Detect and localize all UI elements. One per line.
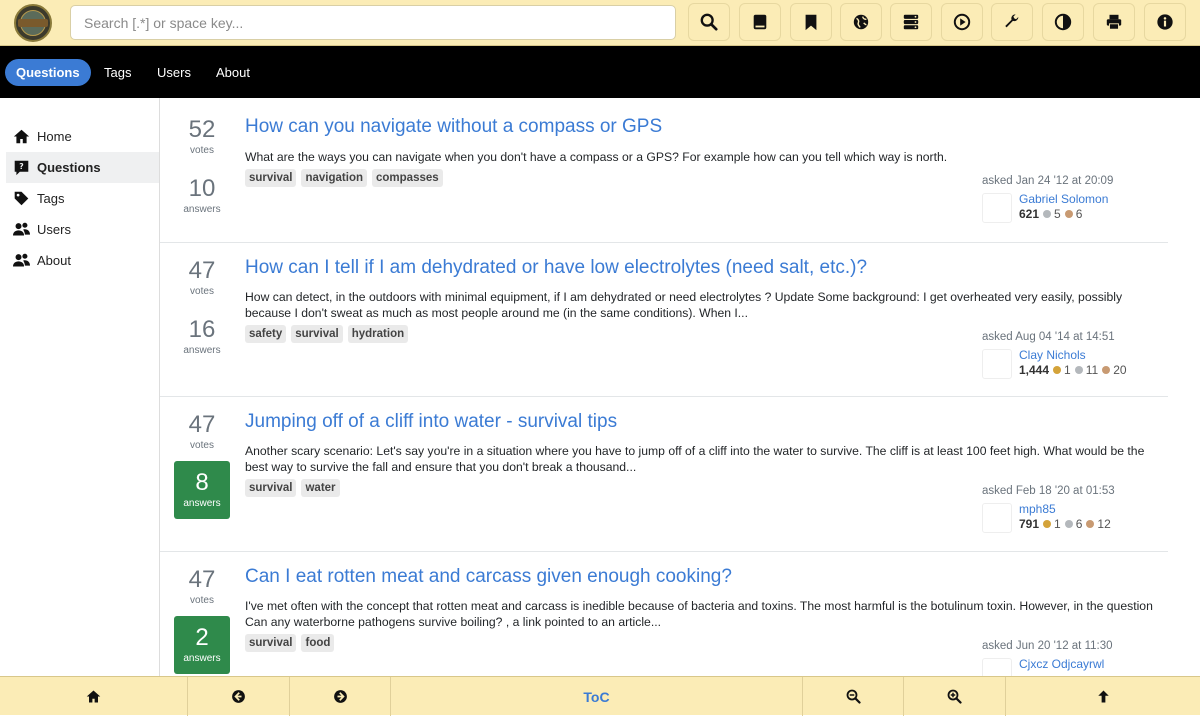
sidebar-item-users[interactable] <box>6 214 159 245</box>
answer-label: answers <box>183 204 221 215</box>
sidebar-item-label: Tags <box>37 191 65 206</box>
asked-timestamp: asked Jan 24 '12 at 20:09 <box>982 175 1114 187</box>
gold-badge-icon <box>1053 366 1061 374</box>
bronze-badge-count: 12 <box>1097 517 1111 531</box>
tag-icon <box>13 190 30 207</box>
library-manager-button[interactable] <box>890 3 932 41</box>
sidebar-item-label: Home <box>37 129 72 144</box>
bronze-badge-count: 6 <box>1075 207 1083 221</box>
wrench-icon <box>1003 13 1021 31</box>
back-icon <box>231 689 246 704</box>
answer-number: 16 <box>188 316 216 343</box>
tag-list <box>245 479 340 497</box>
user-reputation <box>1019 517 1111 531</box>
users-icon <box>13 252 30 269</box>
question-title-link[interactable]: Jumping off of a cliff into water - survival tips <box>245 411 618 432</box>
tag-link[interactable]: survival <box>245 169 296 187</box>
search-input[interactable] <box>70 5 676 40</box>
tag-link[interactable]: survival <box>245 479 296 497</box>
question-title-link[interactable]: Can I eat rotten meat and carcass given enough cooking? <box>245 566 732 587</box>
vote-label: votes <box>190 595 214 606</box>
library-button[interactable] <box>739 3 781 41</box>
tag-link[interactable]: water <box>301 479 339 497</box>
zoom-out-button[interactable] <box>802 677 904 716</box>
back-button[interactable] <box>188 677 290 716</box>
silver-badge-icon <box>1065 520 1073 528</box>
vote-count <box>174 411 230 452</box>
tag-list <box>245 169 443 187</box>
tab-tags[interactable]: Tags <box>104 65 132 80</box>
answer-number: 10 <box>188 175 216 202</box>
question-summary <box>160 397 1168 552</box>
silver-badge-count: 5 <box>1054 207 1061 221</box>
question-owner <box>982 640 1162 676</box>
answer-label: answers <box>183 653 221 664</box>
tag-link[interactable]: compasses <box>372 169 443 187</box>
silver-badge-count: 11 <box>1085 363 1099 377</box>
silver-badge-icon <box>1075 366 1083 374</box>
zoom-out-icon <box>846 689 861 704</box>
sidebar-item-label: About <box>37 253 71 268</box>
contrast-icon <box>1054 13 1072 31</box>
home-icon <box>86 689 101 704</box>
vote-count <box>174 116 230 157</box>
vote-count <box>174 566 230 607</box>
tag-link[interactable]: survival <box>245 634 296 652</box>
book-icon <box>751 13 769 31</box>
language-button[interactable] <box>840 3 882 41</box>
users-icon <box>13 221 30 238</box>
print-button[interactable] <box>1093 3 1135 41</box>
bronze-badge-icon <box>1065 210 1073 218</box>
server-icon <box>902 13 920 31</box>
scroll-top-button[interactable] <box>1006 677 1200 716</box>
dark-mode-button[interactable] <box>1042 3 1084 41</box>
asked-timestamp: asked Feb 18 '20 at 01:53 <box>982 485 1115 497</box>
info-button[interactable] <box>1144 3 1186 41</box>
bronze-badge-count: 20 <box>1113 363 1127 377</box>
play-icon <box>953 13 971 31</box>
search-button[interactable] <box>688 3 730 41</box>
asked-timestamp: asked Aug 04 '14 at 14:51 <box>982 331 1115 343</box>
tag-link[interactable]: food <box>301 634 334 652</box>
avatar[interactable] <box>982 658 1012 676</box>
answer-number: 2 <box>195 624 209 651</box>
vote-number: 52 <box>188 116 216 143</box>
random-article-button[interactable] <box>941 3 983 41</box>
reputation-score: 621 <box>1019 207 1040 221</box>
settings-button[interactable] <box>991 3 1033 41</box>
silver-badge-icon <box>1043 210 1051 218</box>
sidebar-item-home[interactable] <box>6 121 159 152</box>
tab-questions[interactable]: Questions <box>5 59 91 86</box>
tag-list <box>245 325 408 343</box>
info-icon <box>1156 13 1174 31</box>
vote-label: votes <box>190 145 214 156</box>
zoom-in-button[interactable] <box>904 677 1006 716</box>
print-icon <box>1105 13 1123 31</box>
question-excerpt: Another scary scenario: Let's say you're in a situation where you have to jump off of a cliff into the water to survive. The cliff is at least 100 feet high. What would be the best way to survive the fall and ensure that you don't break a thousand... <box>245 444 1145 474</box>
question-icon <box>13 159 30 176</box>
question-owner <box>982 175 1162 223</box>
tag-link[interactable]: navigation <box>301 169 367 187</box>
globe-icon <box>852 13 870 31</box>
user-link[interactable]: Cjxcz Odjcayrwl <box>1019 657 1105 671</box>
avatar[interactable] <box>982 503 1012 533</box>
sidebar-item-tags[interactable] <box>6 183 159 214</box>
forward-icon <box>333 689 348 704</box>
answer-label: answers <box>183 345 221 356</box>
home-icon <box>13 128 30 145</box>
sidebar-item-label: Users <box>37 222 71 237</box>
sidebar-item-label: Questions <box>37 160 101 175</box>
tab-users[interactable]: Users <box>157 65 191 80</box>
user-reputation <box>1019 363 1127 377</box>
bottom-toolbar <box>0 676 1200 715</box>
tab-about[interactable]: About <box>216 65 250 80</box>
tag-link[interactable]: safety <box>245 325 286 343</box>
question-excerpt: What are the ways you can navigate when you don't have a compass or a GPS? For example how can you tell which way is north. <box>245 150 948 164</box>
question-owner <box>982 331 1162 379</box>
gold-badge-count: 1 <box>1064 363 1071 377</box>
svg-text:?: ? <box>19 162 24 172</box>
answer-count <box>174 175 230 216</box>
top-toolbar <box>0 0 1200 46</box>
user-link[interactable]: mph85 <box>1019 502 1056 516</box>
bookmark-button[interactable] <box>790 3 832 41</box>
avatar[interactable] <box>982 193 1012 223</box>
question-owner <box>982 485 1162 533</box>
sidebar-item-about[interactable] <box>6 245 159 276</box>
question-summary <box>160 98 1168 243</box>
vote-number: 47 <box>188 257 216 284</box>
bookmark-icon <box>802 13 820 31</box>
avatar[interactable] <box>982 349 1012 379</box>
question-summary <box>160 552 1168 676</box>
home-button[interactable] <box>0 677 188 716</box>
vote-label: votes <box>190 440 214 451</box>
bronze-badge-icon <box>1086 520 1094 528</box>
sidebar-item-questions[interactable] <box>6 152 159 183</box>
toc-button[interactable]: ToC <box>583 688 610 705</box>
gold-badge-icon <box>1043 520 1051 528</box>
left-sidebar <box>0 98 160 676</box>
reputation-score: 1,444 <box>1019 363 1050 377</box>
site-nav <box>0 46 1200 98</box>
site-logo[interactable] <box>14 4 52 42</box>
question-excerpt: I've met often with the concept that rotten meat and carcass is inedible because of bacteria and toxins. The most harmful is the botulinum toxin. However, in the question Can any waterborne pathogens survive boiling? , a link pointed to an article... <box>245 599 1153 629</box>
silver-badge-count: 6 <box>1075 517 1083 531</box>
tag-link[interactable]: hydration <box>348 325 408 343</box>
answer-count <box>174 316 230 357</box>
user-link[interactable]: Gabriel Solomon <box>1019 192 1109 206</box>
question-title-link[interactable]: How can I tell if I am dehydrated or have low electrolytes (need salt, etc.)? <box>245 257 868 278</box>
asked-timestamp: asked Jun 20 '12 at 11:30 <box>982 640 1113 652</box>
tag-list <box>245 634 334 652</box>
question-excerpt: How can detect, in the outdoors with minimal equipment, if I am dehydrated or need electrolytes ? Update Some background: I get overheated very easily, possibly because I don't sweat as much as most people around me (in the same conditions). When I... <box>245 290 1123 320</box>
question-summary <box>160 243 1168 397</box>
answer-label: answers <box>183 498 221 509</box>
tag-link[interactable]: survival <box>291 325 342 343</box>
bronze-badge-icon <box>1102 366 1110 374</box>
answer-number: 8 <box>195 469 209 496</box>
user-reputation <box>1019 207 1082 221</box>
arrow-up-icon <box>1096 689 1111 704</box>
zoom-in-icon <box>947 689 962 704</box>
reputation-score: 791 <box>1019 517 1040 531</box>
gold-badge-count: 1 <box>1054 517 1061 531</box>
user-link[interactable]: Clay Nichols <box>1019 348 1086 362</box>
search-icon <box>700 13 718 31</box>
vote-number: 47 <box>188 566 216 593</box>
vote-count <box>174 257 230 298</box>
answer-count-accepted <box>174 461 230 519</box>
forward-button[interactable] <box>290 677 391 716</box>
vote-number: 47 <box>188 411 216 438</box>
logo-band <box>18 19 48 27</box>
question-title-link[interactable]: How can you navigate without a compass or GPS <box>245 116 663 137</box>
answer-count-accepted <box>174 616 230 674</box>
vote-label: votes <box>190 286 214 297</box>
